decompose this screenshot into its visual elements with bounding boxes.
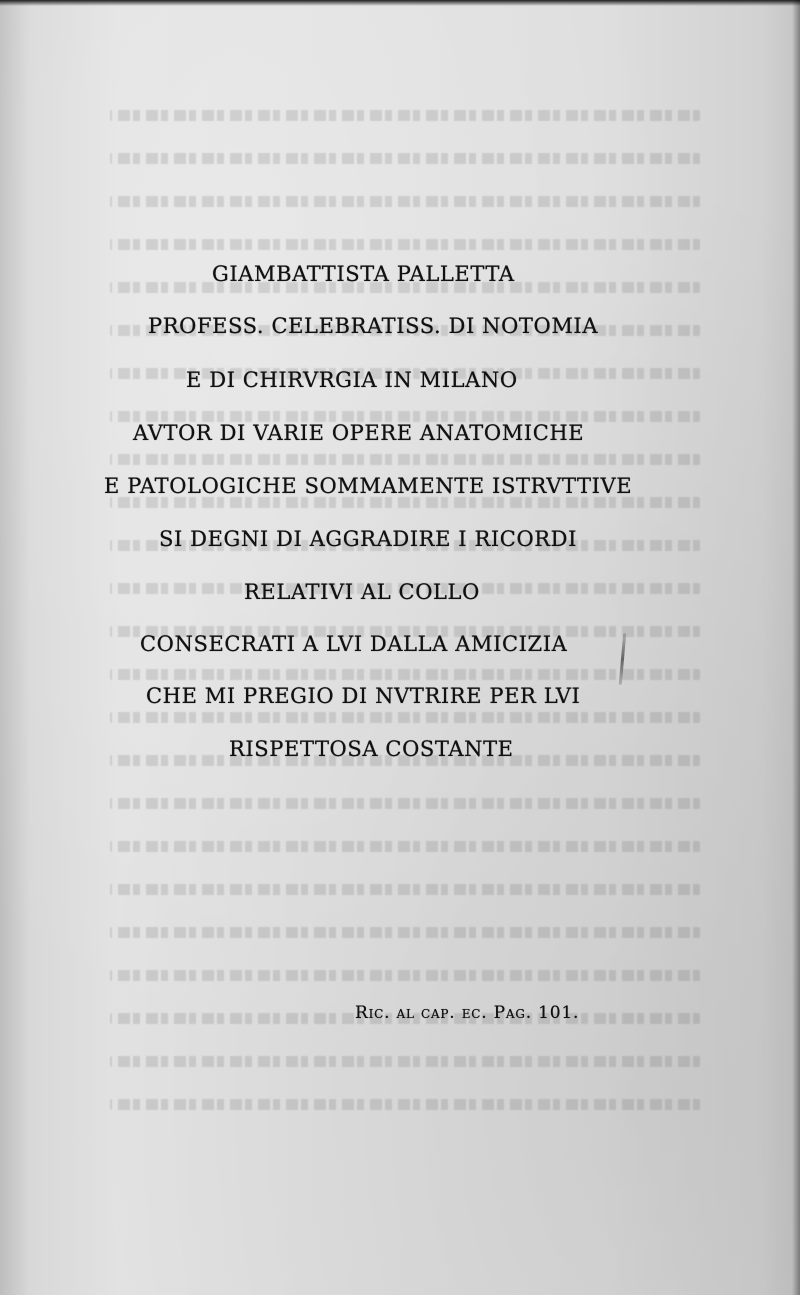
dedication-line: SI DEGNI DI AGGRADIRE I RICORDI [159,527,577,551]
dedication-line: GIAMBATTISTA PALLETTA [212,262,515,286]
dedication-line: CHE MI PREGIO DI NVTRIRE PER LVI [146,684,581,708]
dedication-line: E DI CHIRVRGIA IN MILANO [186,368,518,392]
scan-edge-right [792,0,800,1295]
dedication-line: AVTOR DI VARIE OPERE ANATOMICHE [133,421,585,445]
dedication-line: PROFESS. CELEBRATISS. DI NOTOMIA [148,314,599,338]
dedication-line: RISPETTOSA COSTANTE [229,737,514,761]
dedication-line: RELATIVI AL COLLO [244,580,480,604]
dedication-line: E PATOLOGICHE SOMMAMENTE ISTRVTTIVE [104,474,633,498]
dedication-line: CONSECRATI A LVI DALLA AMICIZIA [140,632,568,656]
scan-edge-top [0,0,800,6]
reference-signature: Ric. al cap. ec. Pag. 101. [355,1003,580,1023]
